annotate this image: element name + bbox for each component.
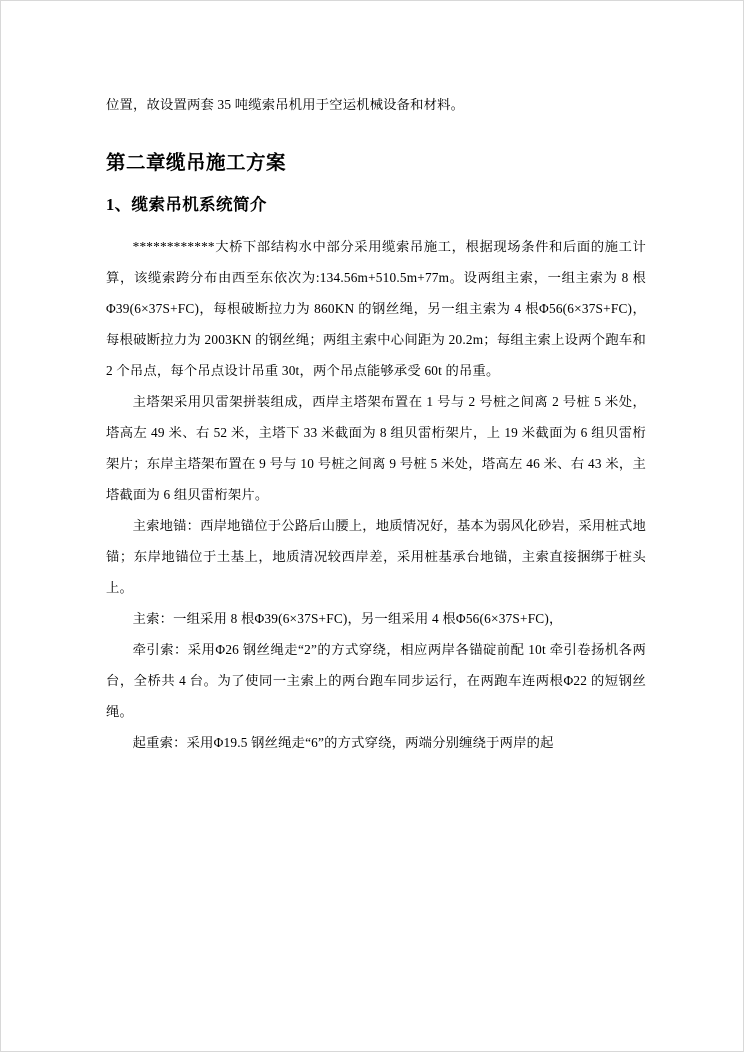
chapter-heading: 第二章缆吊施工方案 — [106, 153, 287, 174]
body-paragraph-3: 主索地锚：西岸地锚位于公路后山腰上，地质情况好，基本为弱风化砂岩，采用桩式地锚；东岸地锚位于土基上，地质清况较西岸差，采用桩基承台地锚，主索直接捆绑于桩头上。 — [106, 518, 646, 595]
body-paragraph-4: 主索：一组采用 8 根Φ39(6×37S+FC)，另一组采用 4 根Φ56(6×37S+FC)， — [132, 611, 563, 626]
spacer — [106, 120, 646, 129]
body-paragraph-1: ************大桥下部结构水中部分采用缆索吊施工，根据现场条件和后面的施工计算，该缆索跨分布由西至东依次为:134.56m+510.5m+77m。设两组主索，一组主索为 8 根Φ39(6×37S+FC)，每根破断拉力为 860KN 的钢丝绳，另一组主索为 4 根Φ56(6×37S+FC)，每根破断拉力为 2003KN 的钢丝绳；两组主索中心间距为 20.2m；每组主索上设两个跑车和 2 个吊点，每个吊点设计吊重 30t，两个吊点能够承受 60t 的吊重。 — [106, 239, 646, 378]
body-paragraph-2: 主塔架采用贝雷架拼装组成，西岸主塔架布置在 1 号与 2 号桩之间离 2 号桩 5 米处，塔高左 49 米、右 52 米，主塔下 33 米截面为 8 组贝雷桁架片，上 19 米截面为 6 组贝雷桁架片；东岸主塔架布置在 9 号与 10 号桩之间离 9 号桩 5 米处，塔高左 46 米、右 43 米，主塔截面为 6 组贝雷桁架片。 — [106, 394, 646, 502]
body-paragraph-5: 牵引索：采用Φ26 钢丝绳走“2”的方式穿绕，相应两岸各锚碇前配 10t 牵引卷扬机各两台，全桥共 4 台。为了使同一主索上的两台跑车同步运行，在两跑车连两根Φ22 的短钢丝绳。 — [106, 642, 646, 719]
section-heading: 1、缆索吊机系统简介 — [106, 195, 267, 214]
body-paragraph-6: 起重索：采用Φ19.5 钢丝绳走“6”的方式穿绕，两端分别缠绕于两岸的起 — [132, 735, 554, 750]
page-content — [106, 89, 646, 758]
lead-paragraph: 位置，故设置两套 35 吨缆索吊机用于空运机械设备和材料。 — [106, 97, 465, 112]
